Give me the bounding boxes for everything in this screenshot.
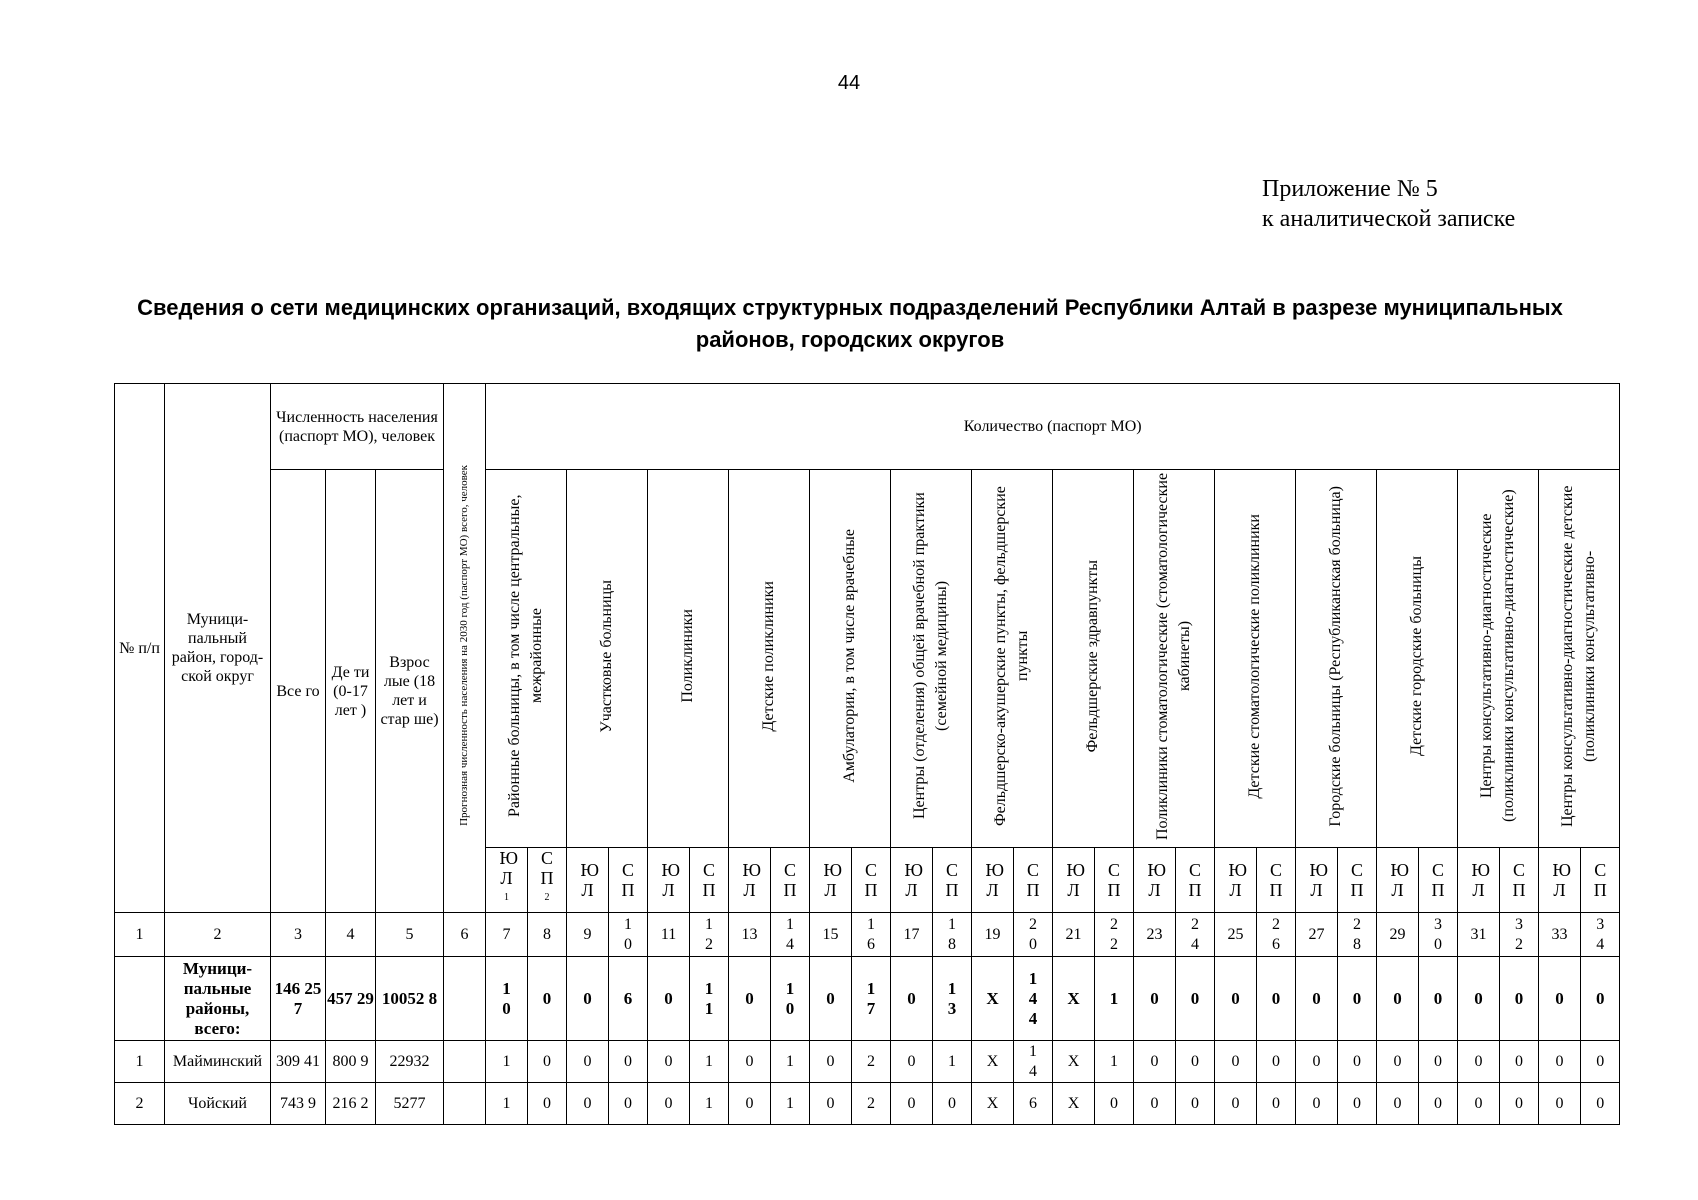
cell-value: 0 — [1176, 1083, 1215, 1125]
cell-value: 0 — [1134, 1041, 1176, 1083]
header-population-group: Численность населения (паспорт МО), человек — [271, 384, 444, 470]
cell-total: 146 257 — [271, 957, 326, 1041]
cell-value: 6 — [1014, 1083, 1053, 1125]
header-yl: Ю Л — [810, 848, 852, 913]
cell-value: 0 — [1419, 1041, 1458, 1083]
cell-value: 0 — [648, 1083, 690, 1125]
cell-value: 0 — [1215, 1041, 1257, 1083]
cell-forecast — [444, 1083, 486, 1125]
header-forecast: Прогнозная численность населения на 2030 год (паспорт МО) всего, человек — [444, 384, 486, 913]
cell-value: 0 — [1581, 1083, 1620, 1125]
cell-value: 144 — [1014, 957, 1053, 1041]
cell-value: 0 — [1581, 1041, 1620, 1083]
column-number: 24 — [1176, 913, 1215, 957]
header-sp: С $П^2$ — [528, 848, 567, 913]
header-yl: Ю Л — [972, 848, 1014, 913]
header-org-type: Участковые больницы — [567, 470, 648, 848]
cell-value: 0 — [1539, 957, 1581, 1041]
cell-value: 0 — [1419, 957, 1458, 1041]
cell-value: 1 — [690, 1041, 729, 1083]
header-sp: С П — [1257, 848, 1296, 913]
header-yl: Ю Л — [1377, 848, 1419, 913]
appendix-line-1: Приложение № 5 — [1262, 176, 1438, 202]
cell-value: 0 — [1257, 957, 1296, 1041]
cell-value: 0 — [609, 1083, 648, 1125]
cell-value: 0 — [1338, 1083, 1377, 1125]
cell-value: 0 — [1134, 1083, 1176, 1125]
cell-adults: 22932 — [376, 1041, 444, 1083]
column-number: 30 — [1419, 913, 1458, 957]
column-number: 12 — [690, 913, 729, 957]
cell-value: 17 — [852, 957, 891, 1041]
cell-value: 0 — [1419, 1083, 1458, 1125]
cell-value: 10 — [486, 957, 528, 1041]
column-number: 18 — [933, 913, 972, 957]
cell-value: 0 — [1296, 1041, 1338, 1083]
column-number: 8 — [528, 913, 567, 957]
header-org-type: Фельдшерско-акушерские пункты, фельдшерские пункты — [972, 470, 1053, 848]
cell-value: 0 — [1215, 1083, 1257, 1125]
header-num: № п/п — [115, 384, 165, 913]
header-row-2 — [115, 470, 1620, 848]
header-sp: С П — [1581, 848, 1620, 913]
header-sp: С П — [1014, 848, 1053, 913]
header-quantity-group: Количество (паспорт МО) — [486, 384, 1620, 470]
header-org-type: Детские стоматологические поликлиники — [1215, 470, 1296, 848]
cell-value: 0 — [609, 1041, 648, 1083]
cell-value: 2 — [852, 1083, 891, 1125]
header-yl: Ю Л — [1053, 848, 1095, 913]
cell-children: 457 29 — [326, 957, 376, 1041]
cell-value: 13 — [933, 957, 972, 1041]
header-org-type: Детские городские больницы — [1377, 470, 1458, 848]
column-number: 2 — [165, 913, 271, 957]
cell-total: 743 9 — [271, 1083, 326, 1125]
cell-district: Чойский — [165, 1083, 271, 1125]
cell-value: 0 — [729, 1083, 771, 1125]
cell-children: 216 2 — [326, 1083, 376, 1125]
page-number: 44 — [837, 72, 861, 94]
header-children: Де ти (0-17 лет ) — [326, 470, 376, 913]
cell-total: 309 41 — [271, 1041, 326, 1083]
cell-value: 0 — [891, 957, 933, 1041]
cell-num — [115, 957, 165, 1041]
cell-value: 0 — [1095, 1083, 1134, 1125]
header-org-type: Центры (отделения) общей врачебной практики (семейной медицины) — [891, 470, 972, 848]
header-org-type: Детские поликлиники — [729, 470, 810, 848]
header-org-type: Центры консультативно-диагностические (поликлиники консультативно-диагностические) — [1458, 470, 1539, 848]
column-numbers-row — [115, 913, 1620, 957]
column-number: 33 — [1539, 913, 1581, 957]
cell-forecast — [444, 957, 486, 1041]
column-number: 17 — [891, 913, 933, 957]
column-number: 5 — [376, 913, 444, 957]
header-yl: Ю $Л^1$ — [486, 848, 528, 913]
header-yl: Ю Л — [1215, 848, 1257, 913]
column-number: 1 — [115, 913, 165, 957]
cell-value: 0 — [729, 957, 771, 1041]
header-sp: С П — [1176, 848, 1215, 913]
table-row — [115, 957, 1620, 1041]
column-number: 3 — [271, 913, 326, 957]
header-org-type: Центры консультативно-диагностические детские (поликлиники консультативно- — [1539, 470, 1620, 848]
cell-value: 0 — [729, 1041, 771, 1083]
cell-value: 0 — [1215, 957, 1257, 1041]
column-number: 6 — [444, 913, 486, 957]
cell-value: 1 — [1095, 1041, 1134, 1083]
cell-value: 0 — [1458, 1083, 1500, 1125]
column-number: 9 — [567, 913, 609, 957]
header-sp: С П — [1500, 848, 1539, 913]
cell-value: 0 — [810, 1083, 852, 1125]
header-yl: Ю Л — [567, 848, 609, 913]
header-sp: С П — [933, 848, 972, 913]
cell-value: 0 — [1257, 1083, 1296, 1125]
cell-value: 0 — [528, 957, 567, 1041]
cell-value: X — [1053, 1083, 1095, 1125]
cell-forecast — [444, 1041, 486, 1083]
column-number: 31 — [1458, 913, 1500, 957]
appendix-note — [1262, 174, 1515, 234]
cell-value: 0 — [1176, 957, 1215, 1041]
cell-value: 0 — [933, 1083, 972, 1125]
header-yl: Ю Л — [891, 848, 933, 913]
cell-value: 0 — [1377, 957, 1419, 1041]
cell-value: 0 — [1377, 1041, 1419, 1083]
cell-value: X — [1053, 957, 1095, 1041]
cell-children: 800 9 — [326, 1041, 376, 1083]
cell-value: 1 — [1095, 957, 1134, 1041]
cell-value: 0 — [1539, 1041, 1581, 1083]
cell-value: 0 — [891, 1041, 933, 1083]
cell-value: 1 — [933, 1041, 972, 1083]
cell-value: 0 — [1134, 957, 1176, 1041]
header-yl: Ю Л — [1296, 848, 1338, 913]
header-sp: С П — [852, 848, 891, 913]
column-number: 7 — [486, 913, 528, 957]
cell-value: 0 — [1257, 1041, 1296, 1083]
medical-network-table — [114, 383, 1620, 1125]
cell-value: 0 — [810, 957, 852, 1041]
column-number: 4 — [326, 913, 376, 957]
header-yl: Ю Л — [1134, 848, 1176, 913]
header-sp: С П — [1095, 848, 1134, 913]
table-row — [115, 1083, 1620, 1125]
header-sp: С П — [609, 848, 648, 913]
title-line-2: районов, городских округов — [695, 327, 1005, 352]
cell-value: 6 — [609, 957, 648, 1041]
column-number: 32 — [1500, 913, 1539, 957]
column-number: 22 — [1095, 913, 1134, 957]
cell-value: X — [972, 1041, 1014, 1083]
column-number: 10 — [609, 913, 648, 957]
header-org-type: Фельдшерские здравпункты — [1053, 470, 1134, 848]
cell-value: 0 — [1500, 1083, 1539, 1125]
column-number: 16 — [852, 913, 891, 957]
cell-value: X — [972, 1083, 1014, 1125]
column-number: 15 — [810, 913, 852, 957]
column-number: 27 — [1296, 913, 1338, 957]
cell-value: X — [1053, 1041, 1095, 1083]
column-number: 23 — [1134, 913, 1176, 957]
column-number: 34 — [1581, 913, 1620, 957]
cell-value: 0 — [1377, 1083, 1419, 1125]
header-sp: С П — [1338, 848, 1377, 913]
header-yl: Ю Л — [1539, 848, 1581, 913]
cell-value: 0 — [528, 1041, 567, 1083]
header-adults: Взрос лые (18 лет и стар ше) — [376, 470, 444, 913]
header-yl: Ю Л — [648, 848, 690, 913]
cell-value: 0 — [1539, 1083, 1581, 1125]
cell-num: 2 — [115, 1083, 165, 1125]
cell-value: 1 — [771, 1083, 810, 1125]
column-number: 29 — [1377, 913, 1419, 957]
column-number: 20 — [1014, 913, 1053, 957]
cell-value: 0 — [1338, 957, 1377, 1041]
cell-value: 0 — [1296, 957, 1338, 1041]
cell-value: 0 — [648, 1041, 690, 1083]
header-sp: С П — [1419, 848, 1458, 913]
cell-value: 0 — [567, 1083, 609, 1125]
cell-adults: 10052 8 — [376, 957, 444, 1041]
appendix-line-2: к аналитической записке — [1262, 206, 1516, 232]
column-number: 25 — [1215, 913, 1257, 957]
column-number: 26 — [1257, 913, 1296, 957]
column-number: 28 — [1338, 913, 1377, 957]
header-yl: Ю Л — [1458, 848, 1500, 913]
cell-value: X — [972, 957, 1014, 1041]
cell-value: 1 — [771, 1041, 810, 1083]
column-number: 19 — [972, 913, 1014, 957]
header-yl: Ю Л — [729, 848, 771, 913]
cell-value: 0 — [648, 957, 690, 1041]
cell-value: 0 — [891, 1083, 933, 1125]
cell-value: 14 — [1014, 1041, 1053, 1083]
cell-district: Майминский — [165, 1041, 271, 1083]
cell-value: 11 — [690, 957, 729, 1041]
header-sp: С П — [690, 848, 729, 913]
cell-value: 1 — [486, 1041, 528, 1083]
cell-num: 1 — [115, 1041, 165, 1083]
table-row — [115, 1041, 1620, 1083]
cell-value: 0 — [810, 1041, 852, 1083]
column-number: 21 — [1053, 913, 1095, 957]
header-org-type: Районные больницы, в том числе центральные, межрайонные — [486, 470, 567, 848]
cell-value: 0 — [528, 1083, 567, 1125]
cell-value: 1 — [690, 1083, 729, 1125]
cell-value: 0 — [567, 1041, 609, 1083]
cell-district: Муници-пальные районы, всего: — [165, 957, 271, 1041]
cell-value: 0 — [1500, 1041, 1539, 1083]
header-total: Все го — [271, 470, 326, 913]
header-org-type: Поликлиники стоматологические (стоматологические кабинеты) — [1134, 470, 1215, 848]
header-org-type: Поликлиники — [648, 470, 729, 848]
column-number: 14 — [771, 913, 810, 957]
header-org-type: Городские больницы (Республиканская больница) — [1296, 470, 1377, 848]
header-row-1 — [115, 384, 1620, 470]
cell-adults: 5277 — [376, 1083, 444, 1125]
cell-value: 2 — [852, 1041, 891, 1083]
cell-value: 0 — [1338, 1041, 1377, 1083]
cell-value: 0 — [1458, 1041, 1500, 1083]
title-line-1: Сведения о сети медицинских организаций, входящих структурных подразделений Республики Алтай в разрезе муниципальных — [137, 295, 1563, 320]
document-title — [100, 292, 1600, 356]
cell-value: 0 — [1500, 957, 1539, 1041]
column-number: 11 — [648, 913, 690, 957]
header-org-type: Амбулатории, в том числе врачебные — [810, 470, 891, 848]
cell-value: 0 — [1296, 1083, 1338, 1125]
cell-value: 0 — [1458, 957, 1500, 1041]
header-sp: С П — [771, 848, 810, 913]
cell-value: 0 — [1176, 1041, 1215, 1083]
column-number: 13 — [729, 913, 771, 957]
cell-value: 0 — [1581, 957, 1620, 1041]
cell-value: 10 — [771, 957, 810, 1041]
header-district: Муници-пальный район, город-ской округ — [165, 384, 271, 913]
cell-value: 0 — [567, 957, 609, 1041]
cell-value: 1 — [486, 1083, 528, 1125]
